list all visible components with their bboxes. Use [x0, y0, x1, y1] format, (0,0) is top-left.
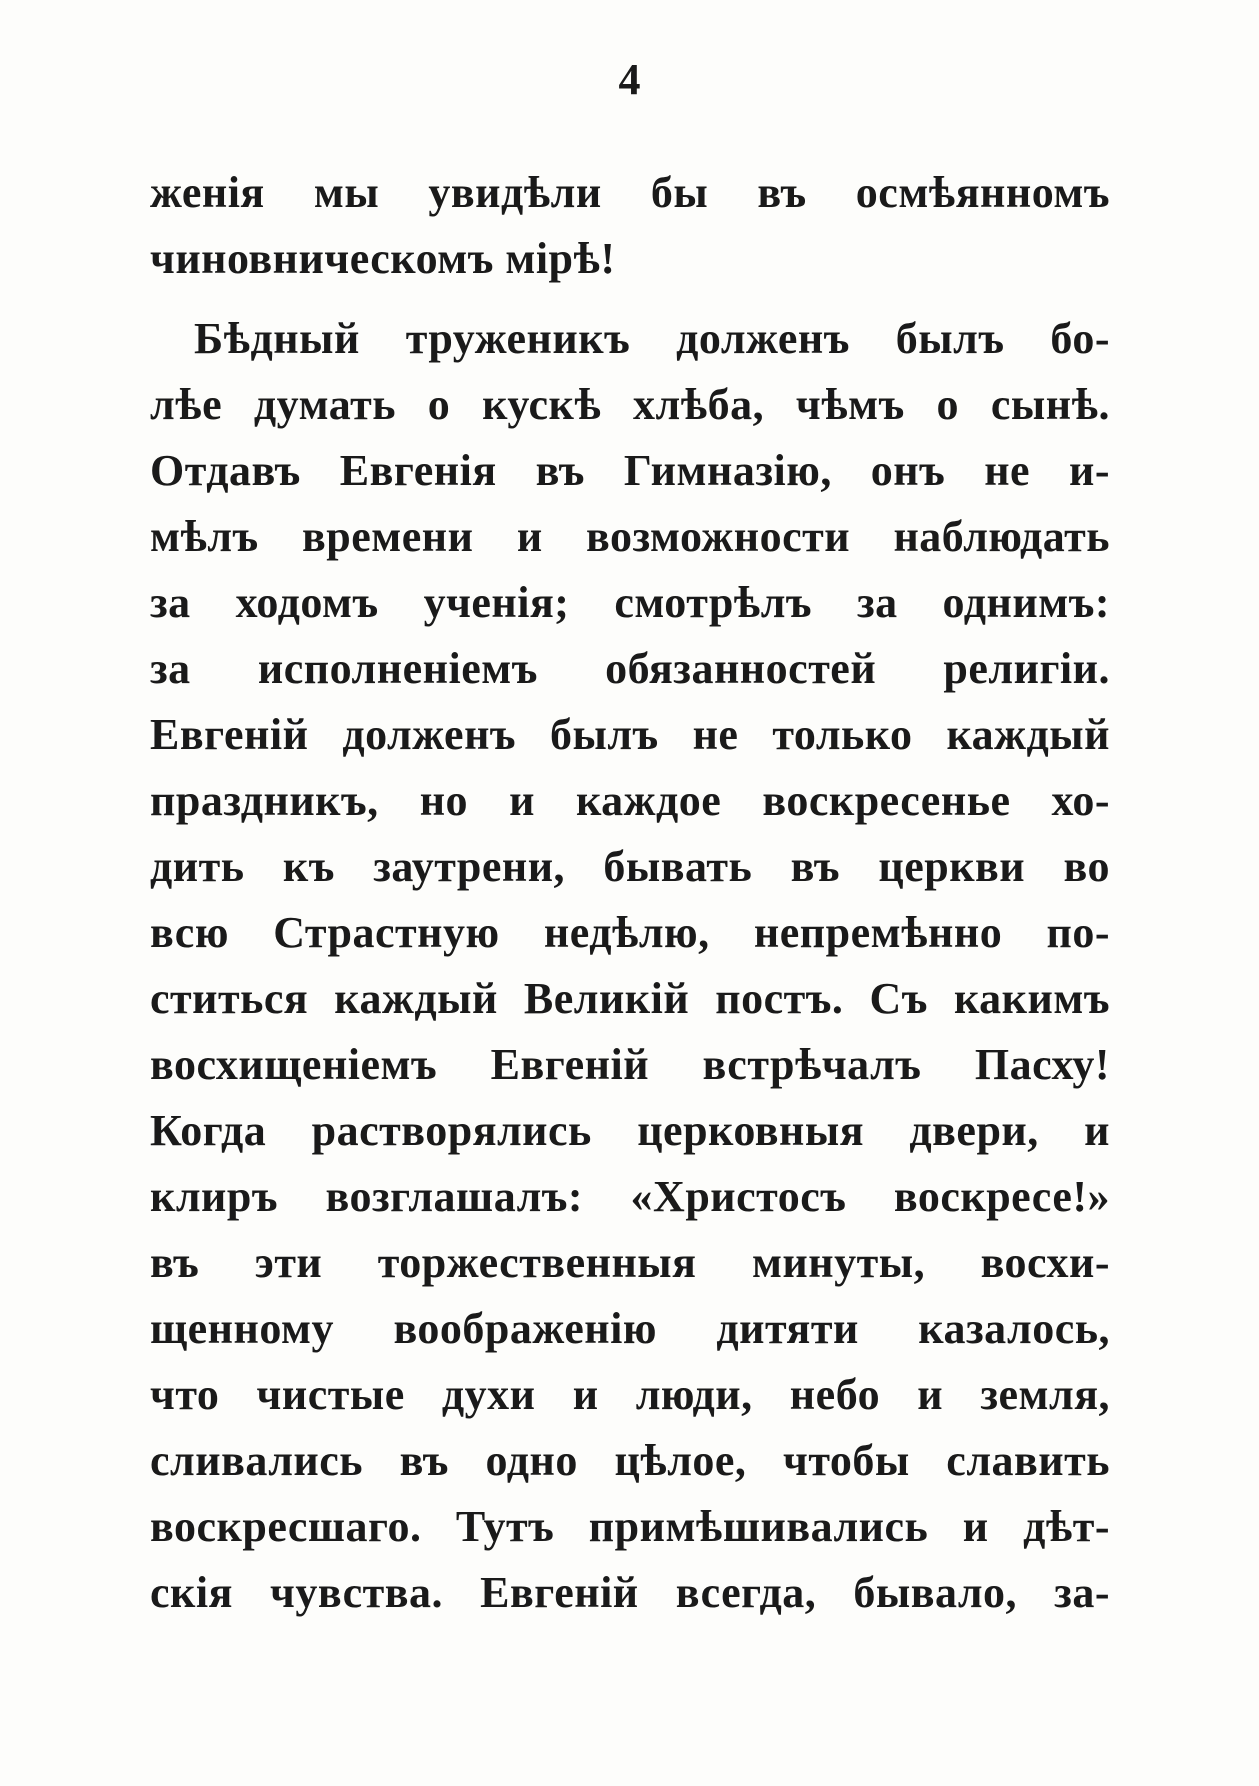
text-line: Отдавъ Евгенія въ Гимназію, онъ не и-: [150, 446, 1110, 495]
text-line: праздникъ, но и каждое воскресенье хо-: [150, 776, 1110, 825]
text-line: въ эти торжественныя минуты, восхи-: [150, 1238, 1110, 1287]
text-line: мѣлъ времени и возможности наблюдать: [150, 512, 1110, 561]
text-line: всю Страстную недѣлю, непремѣнно по-: [150, 908, 1110, 957]
text-line: за ходомъ ученія; смотрѣлъ за однимъ:: [150, 578, 1110, 627]
text-line: чиновническомъ мірѣ!: [150, 234, 616, 283]
text-line: скія чувства. Евгеній всегда, бывало, за-: [150, 1568, 1110, 1617]
paragraph-2: [150, 306, 1110, 1626]
text-line: сливались въ одно цѣлое, чтобы славить: [150, 1436, 1110, 1485]
text-line: лѣе думать о кускѣ хлѣба, чѣмъ о сынѣ.: [150, 380, 1110, 429]
text-line: женія мы увидѣли бы въ осмѣянномъ: [150, 168, 1110, 217]
text-line: воскресшаго. Тутъ примѣшивались и дѣт-: [150, 1502, 1110, 1551]
page-text: [150, 160, 1110, 1626]
text-line: что чистые духи и люди, небо и земля,: [150, 1370, 1110, 1419]
text-line: восхищеніемъ Евгеній встрѣчалъ Пасху!: [150, 1040, 1110, 1089]
page-number: 4: [618, 55, 641, 104]
text-line: Бѣдный труженикъ долженъ былъ бо-: [194, 314, 1110, 363]
text-line: ститься каждый Великій постъ. Съ какимъ: [150, 974, 1110, 1023]
text-line: дить къ заутрени, бывать въ церкви во: [150, 842, 1110, 891]
text-line: Когда растворялись церковныя двери, и: [150, 1106, 1110, 1155]
text-line: щенному воображенію дитяти казалось,: [150, 1304, 1110, 1353]
text-line: Евгеній долженъ былъ не только каждый: [150, 710, 1110, 759]
text-line: клиръ возглашалъ: «Христосъ воскресе!»: [150, 1172, 1110, 1221]
text-line: за исполненіемъ обязанностей религіи.: [150, 644, 1110, 693]
paragraph-1: [150, 160, 1110, 292]
